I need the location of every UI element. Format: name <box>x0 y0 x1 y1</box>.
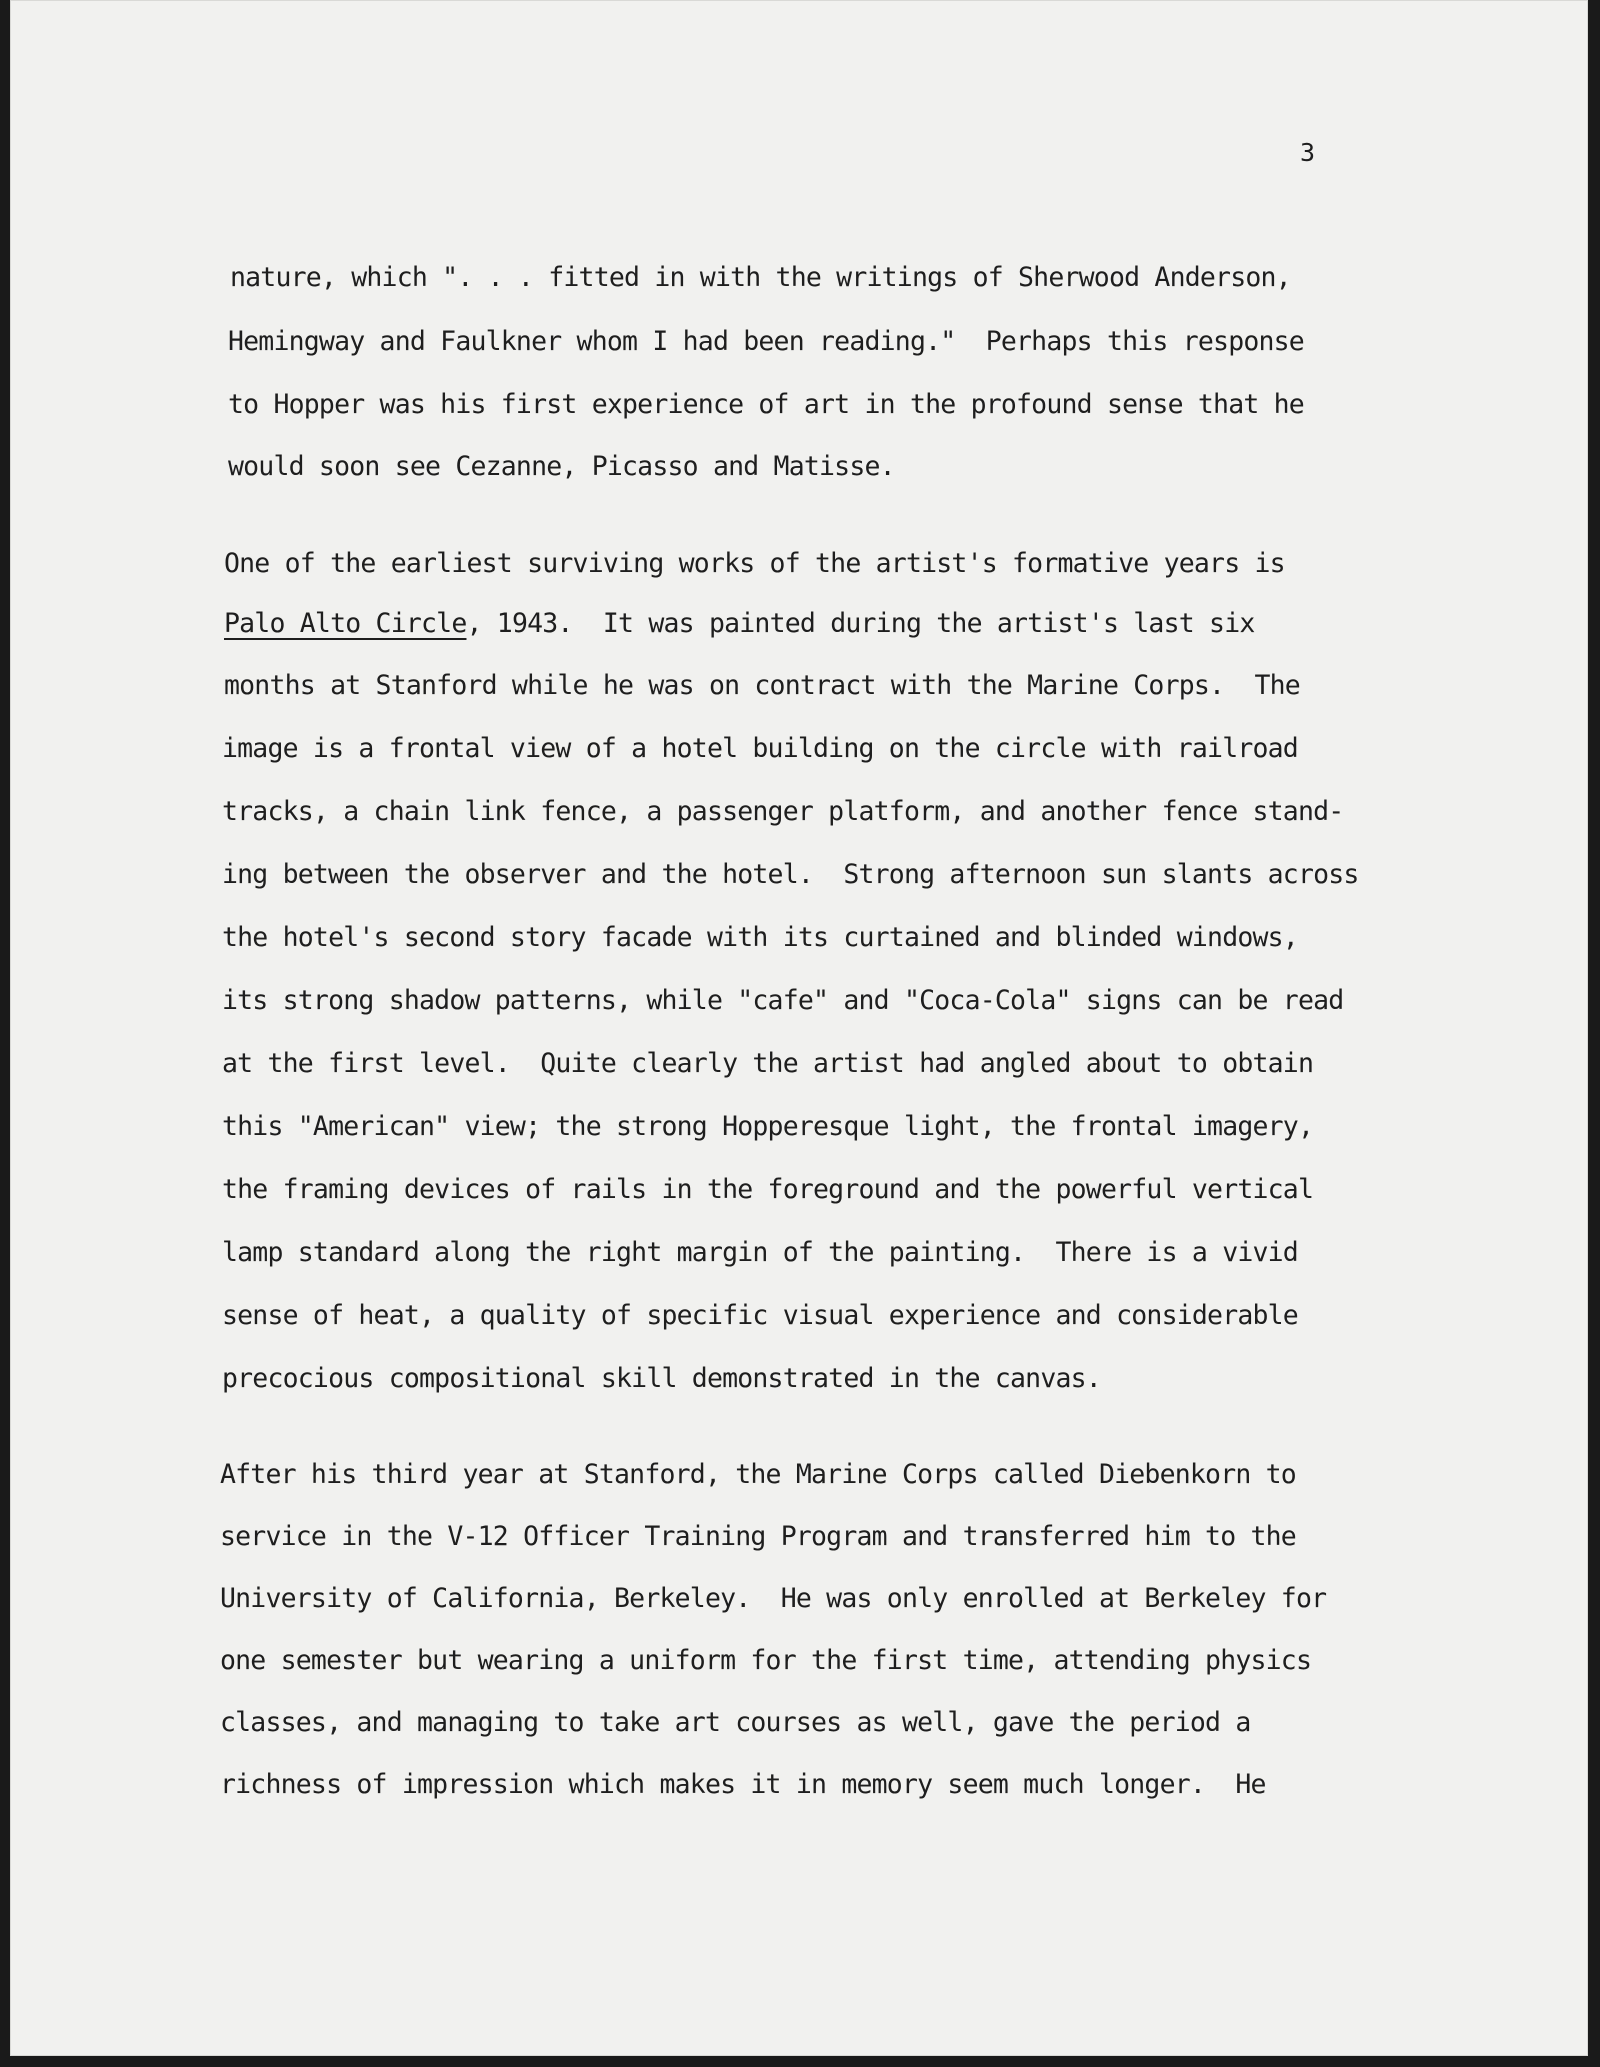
paragraph-line-rest: , 1943. It was painted during the artist's last six <box>466 608 1255 639</box>
paragraph-line: precocious compositional skill demonstrated in the canvas. <box>222 1363 1101 1394</box>
paragraph-line: service in the V-12 Officer Training Program and transferred him to the <box>220 1521 1296 1552</box>
paragraph-line: sense of heat, a quality of specific visual experience and considerable <box>222 1300 1298 1331</box>
artwork-title: Palo Alto Circle <box>224 608 467 639</box>
paragraph-line: After his third year at Stanford, the Marine Corps called Diebenkorn to <box>220 1459 1296 1490</box>
paragraph-line: lamp standard along the right margin of the painting. There is a vivid <box>222 1237 1298 1268</box>
document-page <box>10 0 1588 2056</box>
paragraph-line: image is a frontal view of a hotel building on the circle with railroad <box>222 733 1298 764</box>
paragraph-line: months at Stanford while he was on contract with the Marine Corps. The <box>224 670 1300 701</box>
paragraph-line <box>224 608 1255 639</box>
paragraph-line: nature, which ". . . fitted in with the writings of Sherwood Anderson, <box>230 262 1291 293</box>
paragraph-line: its strong shadow patterns, while "cafe" and "Coca-Cola" signs can be read <box>222 985 1344 1016</box>
page-number: 3 <box>1300 138 1316 167</box>
paragraph-line: the framing devices of rails in the foreground and the powerful vertical <box>222 1174 1314 1205</box>
paragraph-line: to Hopper was his first experience of art in the profound sense that he <box>228 389 1304 420</box>
paragraph-line: University of California, Berkeley. He was only enrolled at Berkeley for <box>220 1583 1327 1614</box>
paragraph-line: one semester but wearing a uniform for the first time, attending physics <box>220 1645 1312 1676</box>
paragraph-line: Hemingway and Faulkner whom I had been reading." Perhaps this response <box>228 326 1304 357</box>
paragraph-line: richness of impression which makes it in memory seem much longer. He <box>220 1769 1266 1800</box>
paragraph-line: One of the earliest surviving works of the artist's formative years is <box>224 548 1285 579</box>
paragraph-line: this "American" view; the strong Hopperesque light, the frontal imagery, <box>222 1111 1314 1142</box>
paragraph-line: the hotel's second story facade with its curtained and blinded windows, <box>222 922 1298 953</box>
paragraph-line: ing between the observer and the hotel. Strong afternoon sun slants across <box>222 859 1359 890</box>
paragraph-line: would soon see Cezanne, Picasso and Matisse. <box>228 451 895 482</box>
paragraph-line: at the first level. Quite clearly the artist had angled about to obtain <box>222 1048 1314 1079</box>
paragraph-line: classes, and managing to take art courses as well, gave the period a <box>220 1707 1251 1738</box>
paragraph-line: tracks, a chain link fence, a passenger platform, and another fence stand- <box>222 796 1344 827</box>
